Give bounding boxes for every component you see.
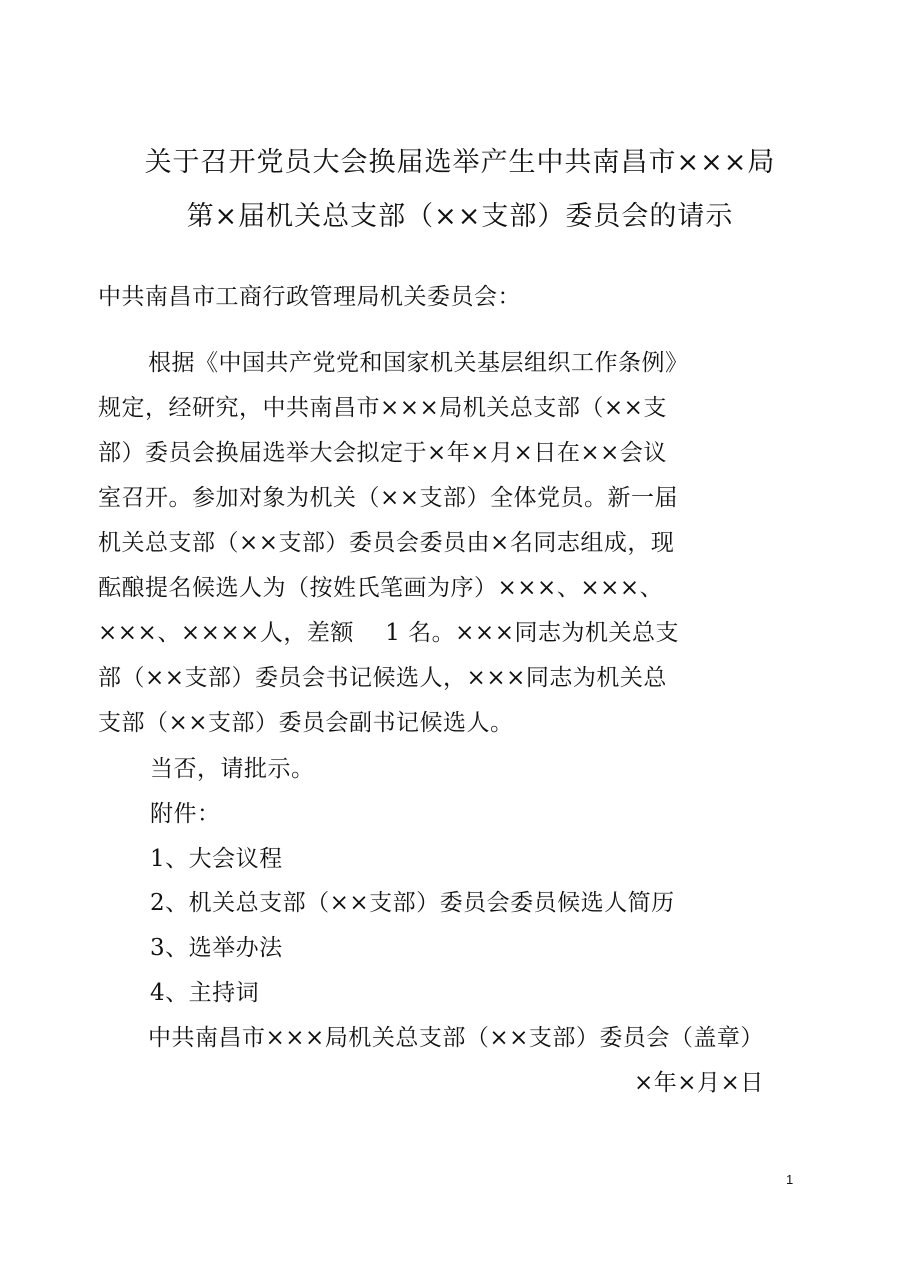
body-line-6: 酝酿提名候选人为（按姓氏笔画为序）×××、×××、 xyxy=(98,575,664,601)
closing-request: 当否，请批示。 xyxy=(150,756,315,782)
body-line-4: 室召开。参加对象为机关（××支部）全体党员。新一届 xyxy=(98,485,679,511)
attachment-item-1: 1、大会议程 xyxy=(150,846,283,872)
attachment-item-2: 2、机关总支部（××支部）委员会委员候选人简历 xyxy=(150,890,675,916)
signature-date: ×年×月×日 xyxy=(634,1070,764,1096)
salutation: 中共南昌市工商行政管理局机关委员会： xyxy=(98,284,521,310)
body-line-7: ×××、××××人，差额 1 名。×××同志为机关总支 xyxy=(98,620,679,646)
body-line-3: 部）委员会换届选举大会拟定于×年×月×日在××会议 xyxy=(98,440,667,466)
page-number: 1 xyxy=(786,1172,794,1187)
signature-organization: 中共南昌市×××局机关总支部（××支部）委员会（盖章） xyxy=(148,1025,764,1051)
document-title-line-1: 关于召开党员大会换届选举产生中共南昌市×××局 xyxy=(144,147,776,178)
attachment-item-3: 3、选举办法 xyxy=(150,935,283,961)
body-line-5: 机关总支部（××支部）委员会委员由×名同志组成，现 xyxy=(98,530,675,556)
body-line-2: 规定，经研究，中共南昌市×××局机关总支部（××支 xyxy=(98,395,667,421)
body-line-8: 部（××支部）委员会书记候选人，×××同志为机关总 xyxy=(98,665,667,691)
attachments-label: 附件： xyxy=(150,801,221,827)
body-line-9: 支部（××支部）委员会副书记候选人。 xyxy=(98,710,514,736)
body-line-1: 根据《中国共产党党和国家机关基层组织工作条例》 xyxy=(148,350,689,376)
attachment-item-4: 4、主持词 xyxy=(150,980,260,1006)
document-title-line-2: 第×届机关总支部（××支部）委员会的请示 xyxy=(186,201,734,232)
